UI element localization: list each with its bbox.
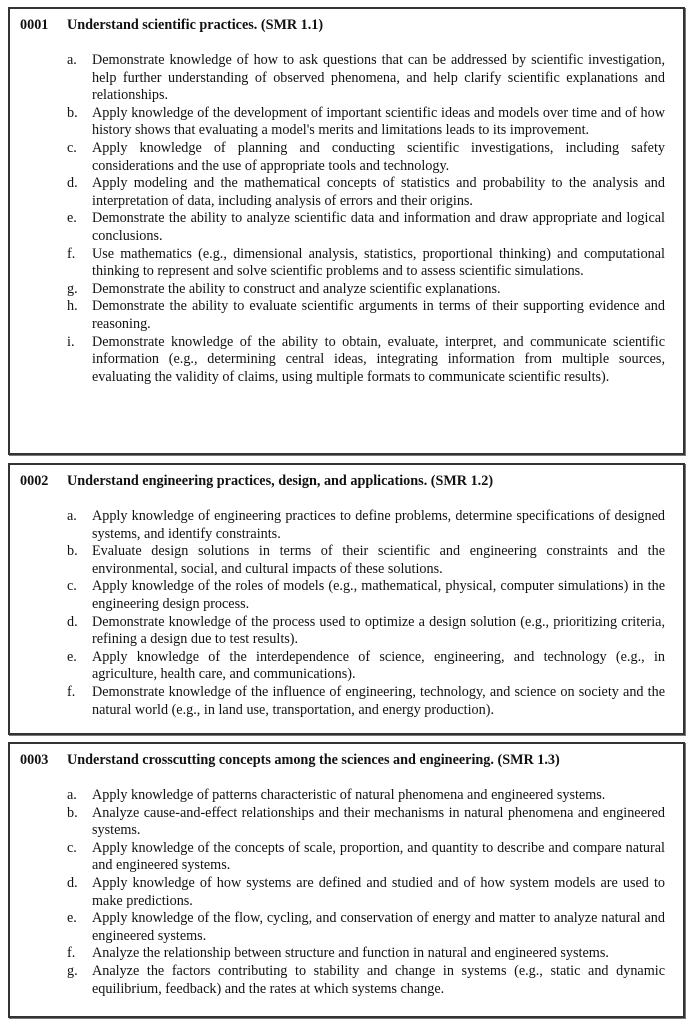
item-label: d. (67, 613, 78, 630)
item-text: Apply modeling and the mathematical concepts of statistics and probability to the analysis and interpretation of data, including analysis of errors and their origins. (92, 175, 665, 209)
item-text: Demonstrate the ability to analyze scientific data and information and draw appropriate and logical conclusions. (92, 210, 665, 244)
item-label: b. (67, 104, 78, 121)
item-text: Demonstrate knowledge of the influence of engineering, technology, and science on society and the natural world (e.g., in land use, transportation, and energy production). (92, 683, 665, 718)
item-label: e. (67, 910, 77, 927)
item-text: Use mathematics (e.g., dimensional analysis, statistics, proportional thinking) and computational thinking to represent and solve scientific problems and to assess scientific simulations. (92, 245, 665, 280)
list-item (67, 684, 665, 719)
item-text: Apply knowledge of the interdependence of science, engineering, and technology (e.g., in agriculture, health care, and communications). (92, 648, 665, 683)
section-0001 (8, 7, 685, 455)
item-text: Analyze cause-and-effect relationships and their mechanisms in natural phenomena and engineered systems. (92, 804, 665, 839)
item-label: i. (67, 333, 75, 350)
list-item (67, 578, 665, 613)
item-label: a. (67, 787, 77, 803)
item-label: h. (67, 298, 78, 315)
item-text: Apply knowledge of the flow, cycling, and conservation of energy and matter to analyze natural and engineered systems. (92, 910, 665, 944)
list-item (67, 334, 665, 387)
item-text: Apply knowledge of planning and conducting scientific investigations, including safety considerations and the use of appropriate tools and technology. (92, 139, 665, 174)
list-item (67, 281, 665, 299)
list-item (67, 805, 665, 840)
section-heading (20, 17, 323, 34)
item-text: Apply knowledge of how systems are defined and studied and of how system models are used to make predictions. (92, 874, 665, 909)
item-text: Demonstrate knowledge of the process used to optimize a design solution (e.g., prioritizing criteria, refining a design due to test results). (92, 613, 665, 648)
item-label: b. (67, 804, 78, 821)
item-text: Demonstrate the ability to evaluate scientific arguments in terms of their supporting evidence and reasoning. (92, 298, 665, 332)
item-text: Analyze the factors contributing to stability and change in systems (e.g., static and dynamic equilibrium, feedback) and the rates at which systems change. (92, 962, 665, 997)
list-item (67, 105, 665, 140)
list-item (67, 543, 665, 578)
item-label: f. (67, 245, 76, 262)
item-label: e. (67, 648, 77, 665)
list-item (67, 140, 665, 175)
list-item (67, 649, 665, 684)
item-label: d. (67, 874, 78, 891)
section-number: 0003 (20, 752, 49, 768)
item-label: a. (67, 508, 77, 524)
item-text: Demonstrate knowledge of the ability to obtain, evaluate, interpret, and communicate scientific information (e.g., determining central ideas, integrating information from multiple sources, evaluating the validity of claims, using multiple formats to communicate scientific results). (92, 333, 665, 385)
section-title: Understand crosscutting concepts among the sciences and engineering. (SMR 1.3) (67, 752, 560, 768)
list-item (67, 210, 665, 245)
list-item (67, 508, 665, 543)
list-item (67, 875, 665, 910)
item-label: f. (67, 945, 76, 962)
section-heading (20, 752, 560, 769)
list-item (67, 298, 665, 333)
item-label: d. (67, 175, 78, 192)
item-label: g. (67, 962, 78, 979)
item-text: Analyze the relationship between structure and function in natural and engineered systems. (92, 945, 609, 962)
section-number: 0002 (20, 473, 49, 489)
item-list (67, 52, 665, 386)
section-title: Understand engineering practices, design, and applications. (SMR 1.2) (67, 473, 494, 489)
item-label: e. (67, 210, 77, 227)
item-label: c. (67, 839, 77, 856)
section-number: 0001 (20, 17, 49, 33)
item-label: c. (67, 578, 77, 595)
item-text: Apply knowledge of the development of important scientific ideas and models over time and of how history shows that evaluating a model's merits and limitations leads to its improvement. (92, 104, 665, 139)
list-item (67, 787, 665, 805)
item-text: Apply knowledge of patterns characteristic of natural phenomena and engineered systems. (92, 787, 606, 803)
list-item (67, 910, 665, 945)
item-label: c. (67, 139, 77, 156)
list-item (67, 614, 665, 649)
item-text: Demonstrate the ability to construct and analyze scientific explanations. (92, 280, 501, 297)
item-label: a. (67, 52, 77, 68)
section-title: Understand scientific practices. (SMR 1.1) (67, 17, 324, 33)
item-label: f. (67, 683, 76, 700)
item-text: Apply knowledge of the roles of models (e.g., mathematical, physical, computer simulations) in the engineering design process. (92, 578, 665, 612)
section-0003 (8, 742, 685, 1018)
list-item (67, 840, 665, 875)
section-0002 (8, 463, 685, 735)
item-text: Demonstrate knowledge of how to ask questions that can be addressed by scientific investigation, help further understanding of observed phenomena, and help clarify scientific explanations and relationships. (92, 52, 665, 104)
list-item (67, 52, 665, 105)
item-text: Evaluate design solutions in terms of their scientific and engineering constraints and the environmental, social, and cultural impacts of these solutions. (92, 543, 665, 577)
item-label: b. (67, 543, 78, 560)
item-label: g. (67, 280, 78, 297)
list-item (67, 246, 665, 281)
item-text: Apply knowledge of engineering practices to define problems, determine specifications of designed systems, and identify constraints. (92, 508, 665, 542)
list-item (67, 175, 665, 210)
section-heading (20, 473, 493, 490)
item-list (67, 787, 665, 998)
list-item (67, 963, 665, 998)
item-list (67, 508, 665, 719)
item-text: Apply knowledge of the concepts of scale, proportion, and quantity to describe and compare natural and engineered systems. (92, 839, 665, 874)
list-item (67, 945, 665, 963)
